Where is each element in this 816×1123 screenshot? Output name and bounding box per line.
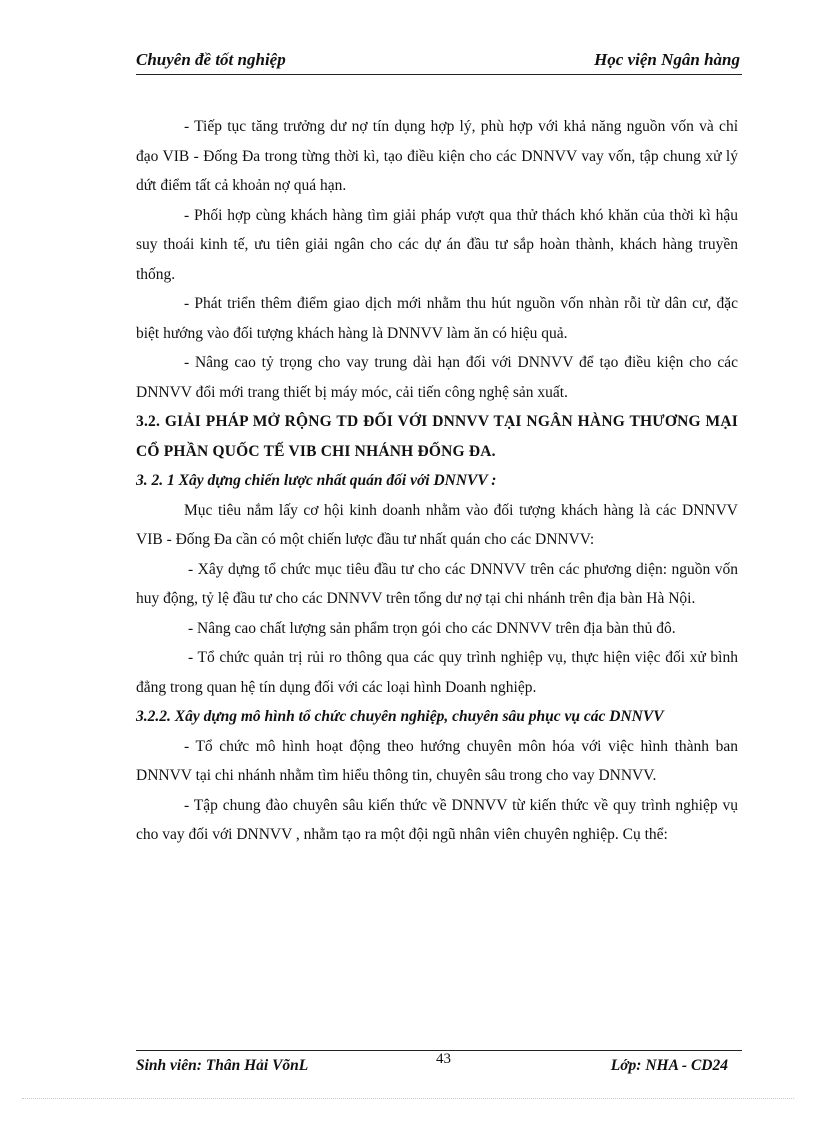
- page-header: [136, 48, 742, 75]
- subsection-heading-3-2-2: 3.2.2. Xây dựng mô hình tổ chức chuyên nghiệp, chuyên sâu phục vụ các DNNVV: [136, 708, 664, 725]
- page-number: 43: [436, 1051, 451, 1067]
- paragraph: - Phối hợp cùng khách hàng tìm giải pháp vượt qua thử thách khó khăn của thời kì hậu suy thoái kinh tế, ưu tiên giải ngân cho các dự án đầu tư sắp hoàn thành, khách hàng truyền thống.: [136, 206, 738, 283]
- header-institution: Học viện Ngân hàng: [594, 50, 740, 69]
- paragraph: - Nâng cao tỷ trọng cho vay trung dài hạn đối với DNNVV để tạo điều kiện cho các DNNVV đổi mới trang thiết bị máy móc, cải tiến công nghệ sản xuất.: [136, 354, 738, 401]
- paragraph: - Tiếp tục tăng trưởng dư nợ tín dụng hợp lý, phù hợp với khả năng nguồn vốn và chỉ đạo VIB - Đống Đa trong từng thời kì, tạo điều kiện cho các DNNVV vay vốn, tập chung xử lý dứt điểm tất cả khoản nợ quá hạn.: [136, 118, 738, 194]
- paragraph: - Tổ chức quản trị rủi ro thông qua các quy trình nghiệp vụ, thực hiện việc đối xử bình đẳng trong quan hệ tín dụng đối với các loại hình Doanh nghiệp.: [136, 649, 738, 696]
- footer-student: Sinh viên: Thân Hải VõnL: [136, 1057, 309, 1074]
- section-heading-3-2: 3.2. GIẢI PHÁP MỞ RỘNG TD ĐỐI VỚI DNNVV TẠI NGÂN HÀNG THƯƠNG MẠI CỔ PHẦN QUỐC TẾ VIB CHI NHÁNH ĐỐNG ĐA.: [136, 413, 738, 460]
- header-title: Chuyên đề tốt nghiệp: [136, 50, 286, 69]
- paragraph: - Tập chung đào chuyên sâu kiến thức về DNNVV từ kiến thức về quy trình nghiệp vụ cho vay đối với DNNVV , nhằm tạo ra một đội ngũ nhân viên chuyên nghiệp. Cụ thể:: [136, 796, 738, 843]
- paragraph: - Phát triển thêm điểm giao dịch mới nhằm thu hút nguồn vốn nhàn rỗi từ dân cư, đặc biệt hướng vào đối tượng khách hàng là DNNVV làm ăn có hiệu quả.: [136, 295, 738, 342]
- paragraph: - Xây dựng tổ chức mục tiêu đầu tư cho các DNNVV trên các phương diện: nguồn vốn huy động, tỷ lệ đầu tư cho các DNNVV trên tổng dư nợ tại chi nhánh trên địa bàn Hà Nội.: [136, 560, 738, 607]
- page-footer: [136, 1050, 742, 1081]
- paragraph: - Tổ chức mô hình hoạt động theo hướng chuyên môn hóa với việc hình thành ban DNNVV tại chi nhánh nhằm tìm hiểu thông tin, chuyên sâu trong cho vay DNNVV.: [136, 737, 738, 784]
- body-content: [136, 112, 738, 850]
- footer-class: Lớp: NHA - CD24: [610, 1057, 728, 1074]
- page-bottom-divider: [22, 1098, 794, 1099]
- paragraph: Mục tiêu nắm lấy cơ hội kinh doanh nhằm vào đối tượng khách hàng là các DNNVV VIB - Đống Đa cần có một chiến lược đầu tư nhất quán cho các DNNVV:: [136, 501, 738, 548]
- subsection-heading-3-2-1: 3. 2. 1 Xây dựng chiến lược nhất quán đối với DNNVV :: [136, 472, 497, 489]
- paragraph: - Nâng cao chất lượng sản phẩm trọn gói cho các DNNVV trên địa bàn thủ đô.: [188, 619, 676, 637]
